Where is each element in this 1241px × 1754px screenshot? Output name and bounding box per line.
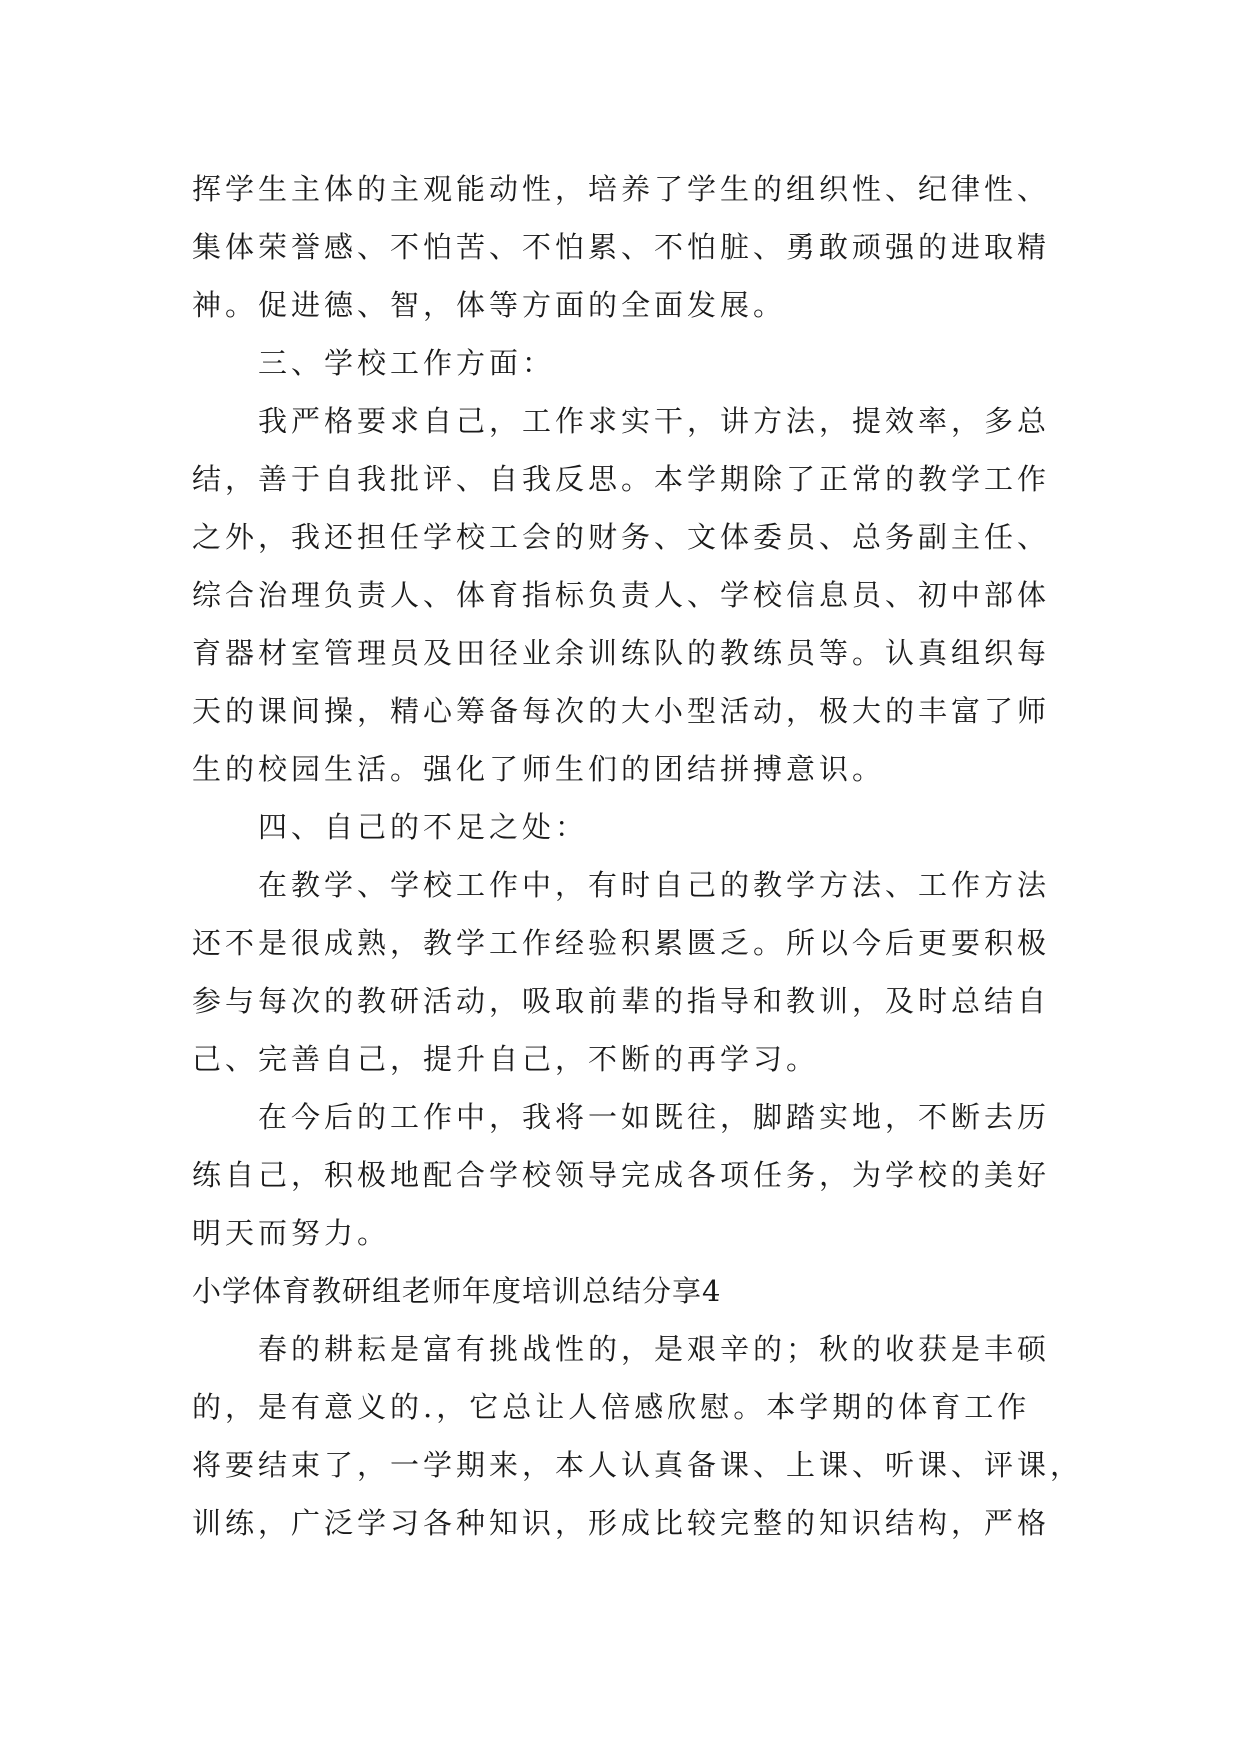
text-line: 的，是有意义的.，它总让人倍感欣慰。本学期的体育工作 bbox=[192, 1390, 1031, 1424]
text-line: 育器材室管理员及田径业余训练队的教练员等。认真组织每 bbox=[192, 636, 1051, 670]
text-line: 还不是很成熟，教学工作经验积累匮乏。所以今后更要积极 bbox=[192, 926, 1051, 960]
text-line: 己、完善自己，提升自己，不断的再学习。 bbox=[192, 1042, 820, 1076]
text-line: 训练，广泛学习各种知识，形成比较完整的知识结构，严格 bbox=[192, 1506, 1051, 1540]
text-line: 之外，我还担任学校工会的财务、文体委员、总务副主任、 bbox=[192, 520, 1051, 554]
text-line: 在教学、学校工作中，有时自己的教学方法、工作方法 bbox=[258, 868, 1051, 902]
text-line: 明天而努力。 bbox=[192, 1216, 391, 1250]
text-line: 集体荣誉感、不怕苦、不怕累、不怕脏、勇敢顽强的进取精 bbox=[192, 230, 1051, 264]
document-body bbox=[192, 160, 1084, 1552]
section-heading: 四、自己的不足之处： bbox=[258, 810, 589, 844]
text-line: 综合治理负责人、体育指标负责人、学校信息员、初中部体 bbox=[192, 578, 1051, 612]
text-line: 神。促进德、智，体等方面的全面发展。 bbox=[192, 288, 787, 322]
section-heading: 三、学校工作方面： bbox=[258, 346, 556, 380]
article-title: 小学体育教研组老师年度培训总结分享4 bbox=[192, 1274, 722, 1308]
text-line: 结，善于自我批评、自我反思。本学期除了正常的教学工作 bbox=[192, 462, 1051, 496]
text-line: 我严格要求自己，工作求实干，讲方法，提效率，多总 bbox=[258, 404, 1051, 438]
text-line: 挥学生主体的主观能动性，培养了学生的组织性、纪律性、 bbox=[192, 172, 1051, 206]
text-line: 参与每次的教研活动，吸取前辈的指导和教训，及时总结自 bbox=[192, 984, 1051, 1018]
text-line: 练自己，积极地配合学校领导完成各项任务，为学校的美好 bbox=[192, 1158, 1051, 1192]
text-line: 春的耕耘是富有挑战性的，是艰辛的；秋的收获是丰硕 bbox=[258, 1332, 1051, 1366]
text-line: 生的校园生活。强化了师生们的团结拼搏意识。 bbox=[192, 752, 886, 786]
text-line: 将要结束了，一学期来，本人认真备课、上课、听课、评课， bbox=[192, 1448, 1084, 1482]
text-line: 天的课间操，精心筹备每次的大小型活动，极大的丰富了师 bbox=[192, 694, 1051, 728]
text-line: 在今后的工作中，我将一如既往，脚踏实地，不断去历 bbox=[258, 1100, 1051, 1134]
